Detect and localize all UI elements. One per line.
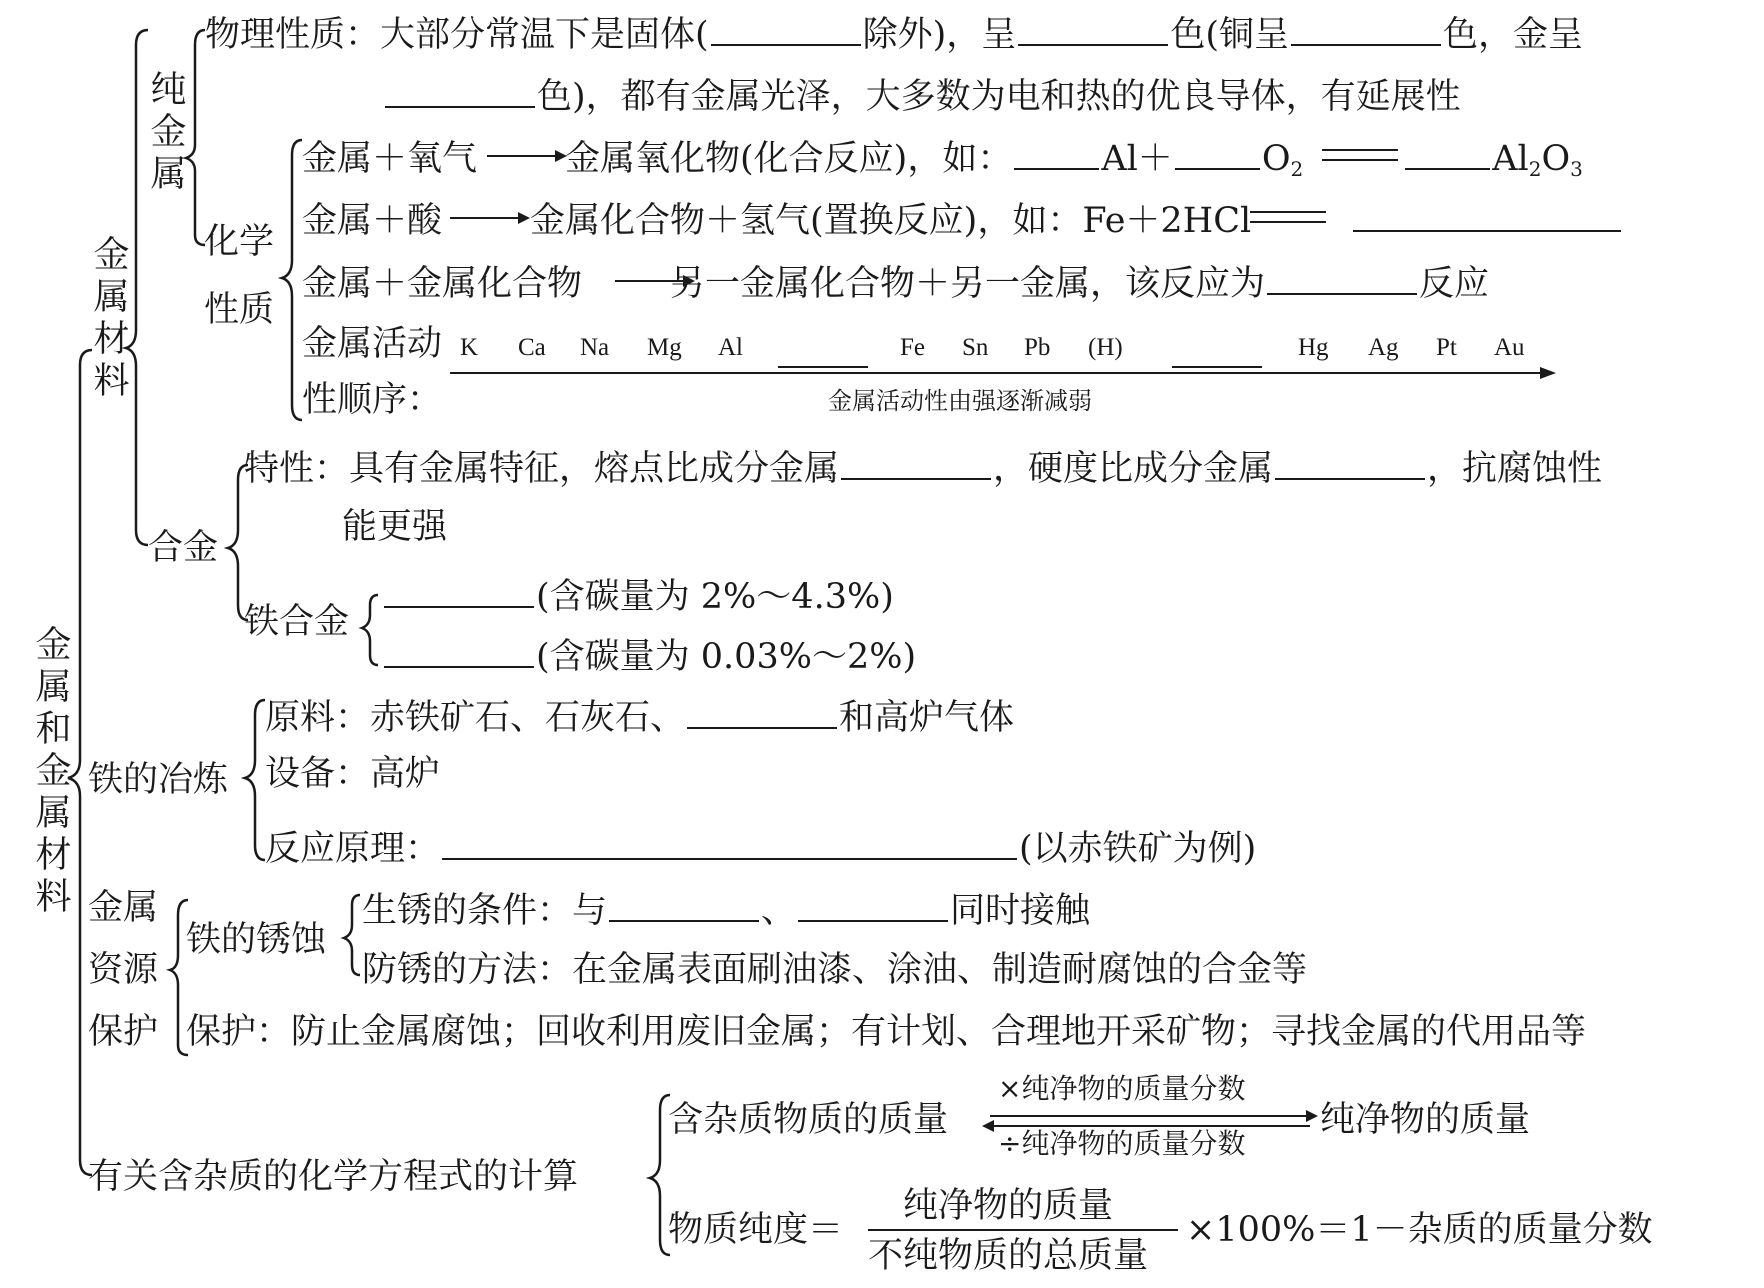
- rust-conditions: 生锈的条件：与 、 同时接触: [362, 886, 1090, 933]
- acid-reaction: 金属＋酸 金属化合物＋氢气(置换反应)，如：Fe＋2HCl: [302, 196, 1623, 243]
- iron-alloy-label: 铁合金: [244, 602, 350, 642]
- metal-Al: Al: [718, 334, 743, 361]
- activity-label-1: 金属活动: [302, 324, 443, 364]
- physical-line-1: 物理性质：大部分常温下是固体( 除外)，呈 色(铜呈 色，金呈: [205, 10, 1583, 57]
- physical-line-2: 色)，都有金属光泽，大多数为电和热的优良导体，有延展性: [383, 72, 1461, 119]
- smelting-principle: 反应原理： (以赤铁矿为例): [265, 824, 1256, 871]
- metal-K: K: [460, 334, 479, 361]
- metal-Fe: Fe: [900, 334, 925, 361]
- activity-blank-1: [778, 366, 868, 368]
- impure-mass: 含杂质物质的质量: [668, 1100, 949, 1140]
- purity-numerator: 纯净物的质量: [903, 1186, 1114, 1226]
- alloy-property: 特性：具有金属特征，熔点比成分金属 ，硬度比成分金属 ，抗腐蚀性: [244, 444, 1602, 491]
- activity-note: 金属活动性由强逐渐减弱: [828, 387, 1092, 415]
- protection-label-2: 资源: [88, 950, 159, 990]
- metal-Pb: Pb: [1024, 334, 1051, 361]
- steel-line: (含碳量为 0.03%～2%): [382, 632, 916, 679]
- purity-tail: ×100%＝1－杂质的质量分数: [1186, 1210, 1653, 1250]
- pig-iron-line: (含碳量为 2%～4.3%): [382, 572, 894, 619]
- rust-prevention: 防锈的方法：在金属表面刷油漆、涂油、制造耐腐蚀的合金等: [362, 950, 1308, 990]
- pure-mass: 纯净物的质量: [1320, 1100, 1531, 1140]
- metal-Ag: Ag: [1368, 334, 1399, 361]
- resource-protection: 保护：防止金属腐蚀；回收利用废旧金属；有计划、合理地开采矿物；寻找金属的代用品等: [186, 1012, 1587, 1052]
- times-fraction: ×纯净物的质量分数: [998, 1072, 1246, 1105]
- metal-Sn: Sn: [962, 334, 989, 361]
- protection-label-1: 金属: [88, 888, 159, 928]
- smelting-equipment: 设备：高炉: [265, 754, 441, 794]
- metal-H: (H): [1088, 334, 1123, 361]
- metal-Pt: Pt: [1436, 334, 1457, 361]
- metal-Au: Au: [1494, 334, 1525, 361]
- smelting-label: 铁的冶炼: [88, 760, 229, 800]
- calc-label: 有关含杂质的化学方程式的计算: [88, 1157, 579, 1197]
- salt-reaction: 金属＋金属化合物 另一金属化合物＋另一金属，该反应为 反应: [302, 259, 1489, 306]
- chem-props-label-2: 性质: [204, 290, 275, 330]
- metal-materials-label: 金属材料: [88, 235, 129, 403]
- root-label: 金属和金属材料: [30, 625, 71, 919]
- divide-fraction: ÷纯净物的质量分数: [998, 1127, 1246, 1160]
- alloy-property-cont: 能更强: [342, 507, 448, 547]
- protection-label-3: 保护: [88, 1012, 159, 1052]
- alloy-label: 合金: [148, 528, 219, 568]
- purity-label: 物质纯度＝: [668, 1210, 844, 1250]
- metal-Na: Na: [580, 334, 610, 361]
- metal-Hg: Hg: [1298, 334, 1329, 361]
- metal-Ca: Ca: [518, 334, 546, 361]
- purity-denominator: 不纯物质的总质量: [868, 1236, 1149, 1276]
- activity-label-2: 性顺序：: [302, 380, 443, 420]
- smelting-raw: 原料：赤铁矿石、石灰石、 和高炉气体: [265, 693, 1014, 740]
- metal-Mg: Mg: [647, 334, 682, 361]
- oxygen-reaction: 金属＋氧气 金属氧化物(化合反应)，如： $Al+ O_2$ $Al_2O_3$: [302, 134, 1583, 191]
- rust-label: 铁的锈蚀: [186, 920, 327, 960]
- chem-props-label-1: 化学: [204, 222, 275, 262]
- activity-blank-2: [1172, 366, 1262, 368]
- pure-metal-label: 纯金属: [145, 70, 186, 196]
